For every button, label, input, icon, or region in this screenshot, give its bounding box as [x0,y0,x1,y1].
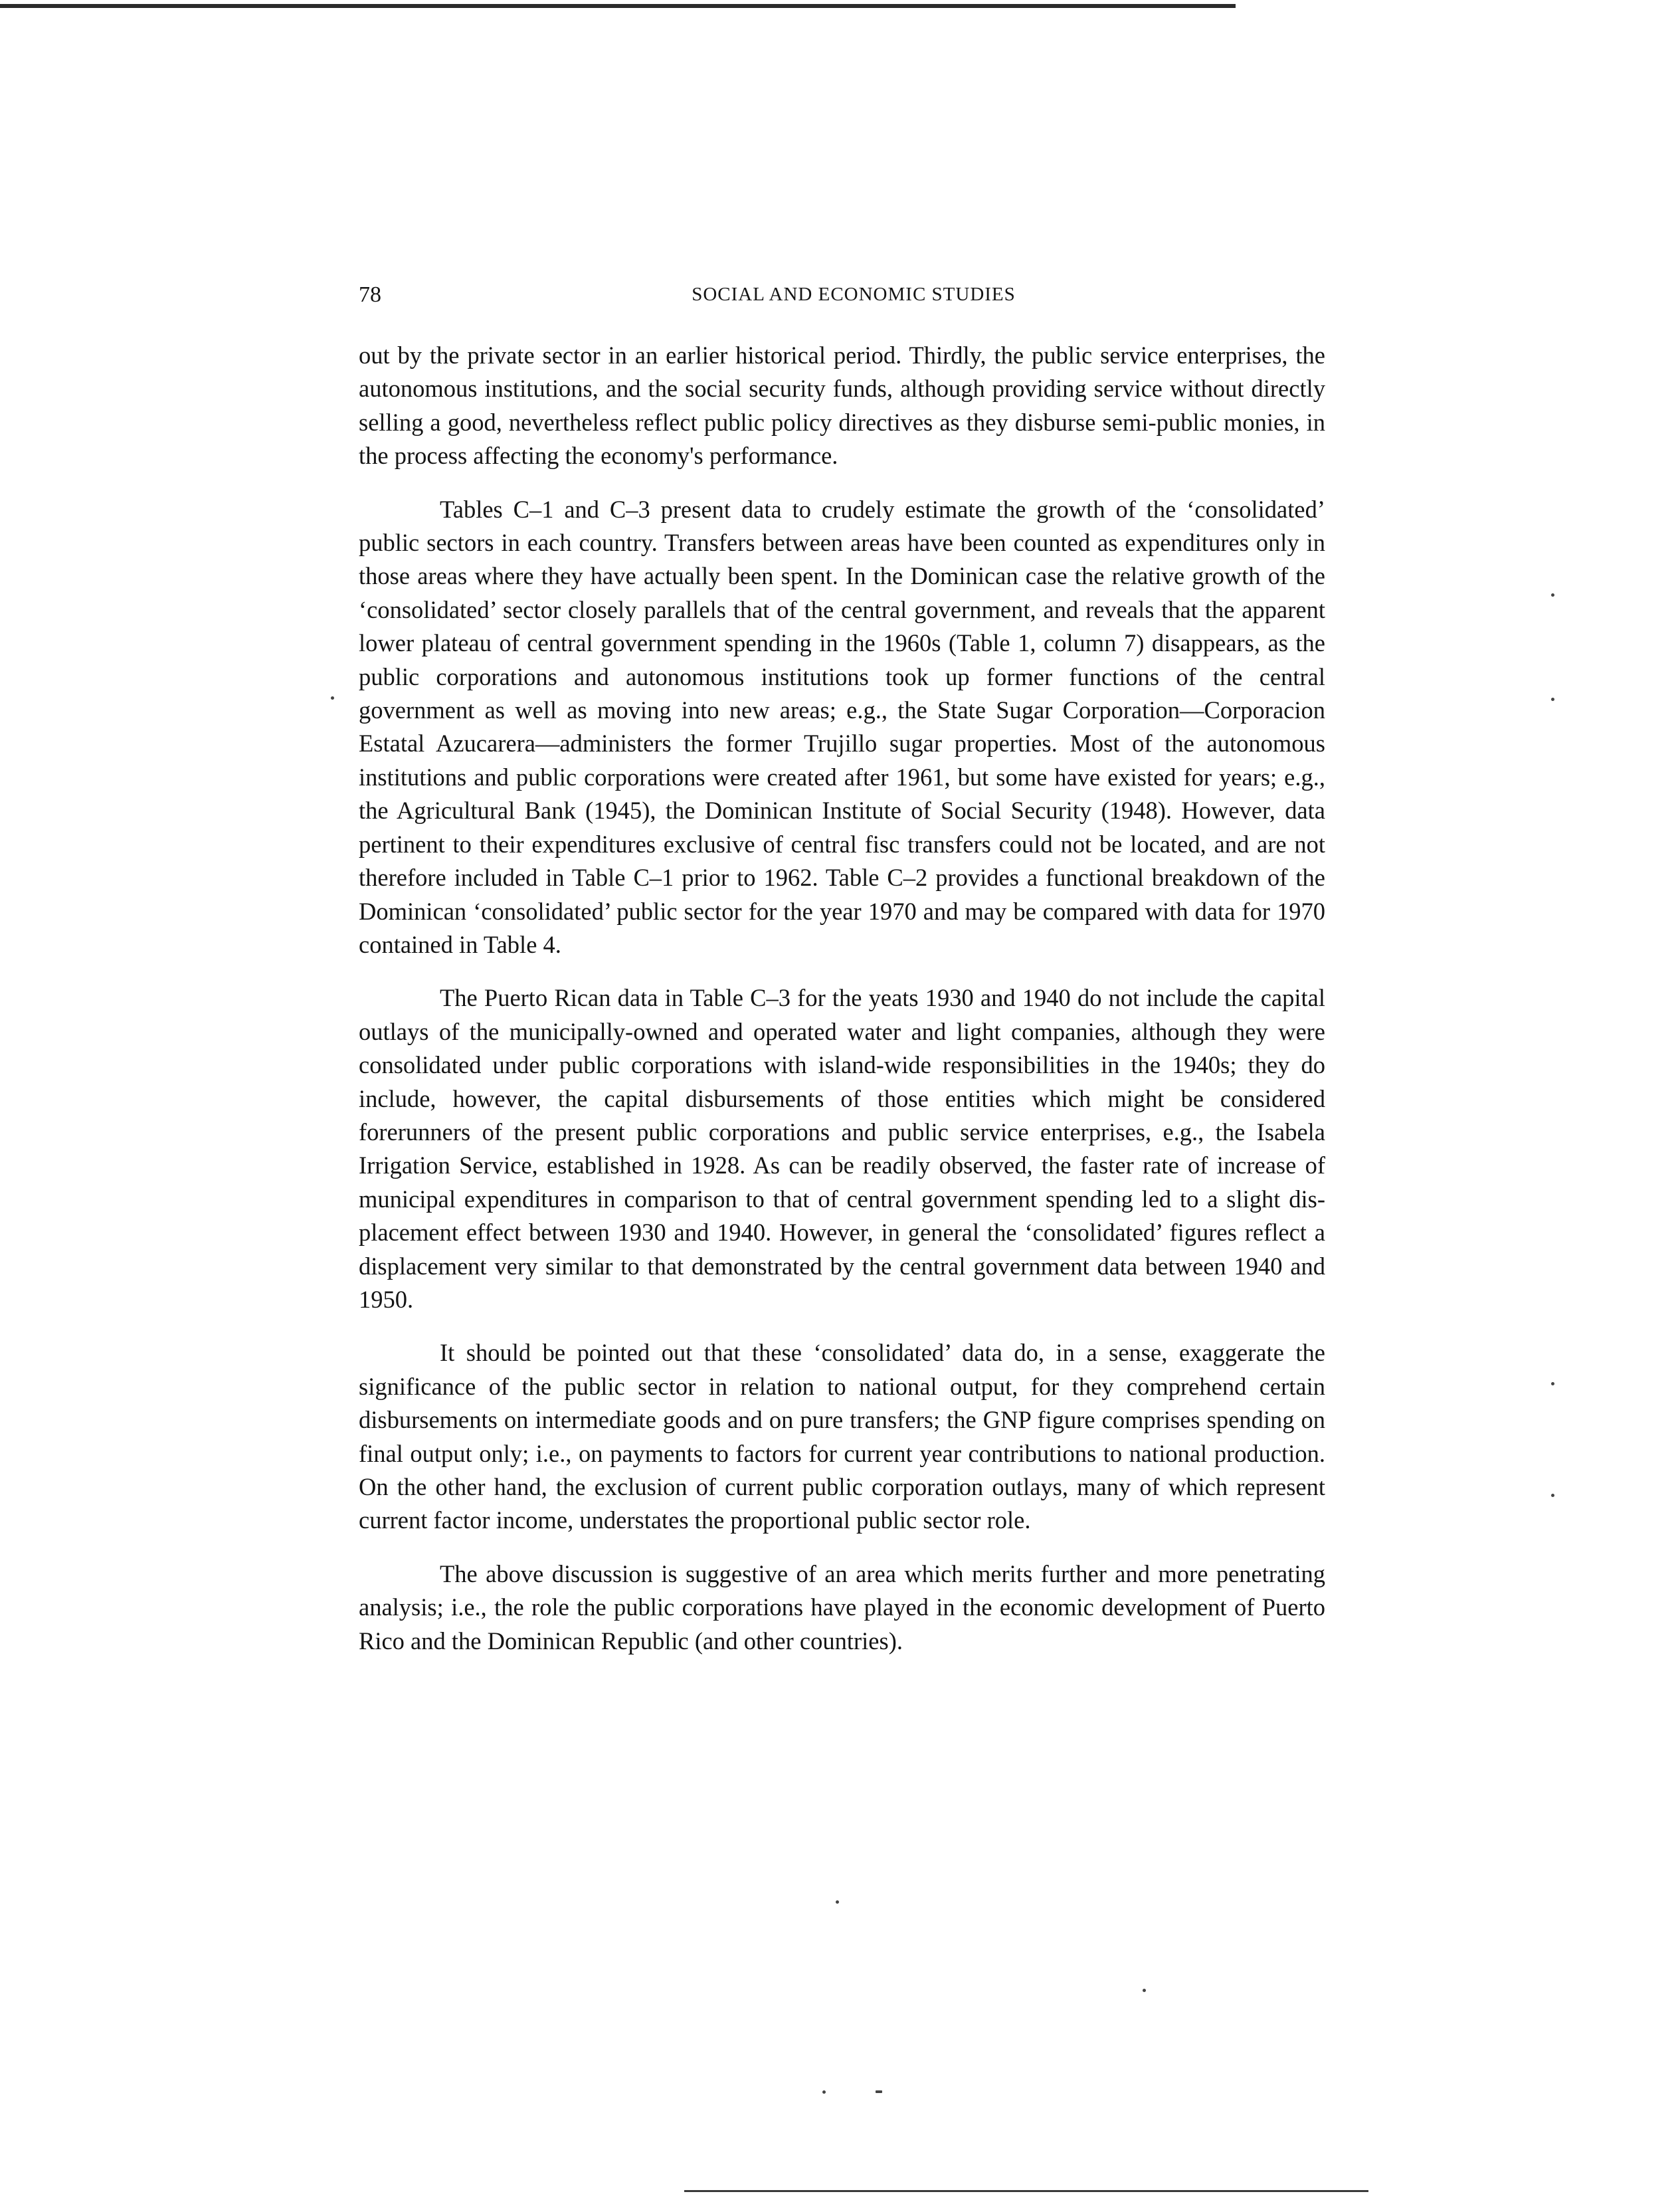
scan-speck [1551,1494,1554,1497]
paragraph-continuation: out by the private sector in an earlier historical period. Thirdly, the public service enterprises, the autonomous institutions, and the social security funds, although providing service without directly selling a good, nevertheless reflect public policy directives as they disburse semi-public monies, in the process affecting the economy's performance. [359,342,1325,470]
scan-speck [822,2090,826,2094]
running-head [359,282,1349,316]
scan-speck [876,2090,882,2093]
scan-top-edge-rule [0,4,1236,8]
paragraph-consolidated-sectors: Tables C–1 and C–3 present data to crudely estimate the growth of the ‘consolidated’ public sectors in each country. Transfers between areas have been counted as expenditures only in those areas where they have actually been spent. In the Dominican case the relative growth of the ‘consolidated’ sector closely parallels that of the central government, and reveals that the apparent lower plateau of central government spending in the 1960s (Table 1, column 7) disappears, as the public corporations and autonomous institutions took up former functions of the central government as well as moving into new areas; e.g., the State Sugar Corporation—Corporacion Estatal Azucarera—administers the former Trujillo sugar properties. Most of the autonomous institutions and public corporations were created after 1961, but some have existed for years; e.g., the Agricultural Bank (1945), the Dominican Institute of Social Security (1948). However, data pertinent to their expenditures exclusive of central fisc transfers could not be located, and are not therefore included in Table C–1 prior to 1962. Table C–2 provides a functional breakdown of the Dominican ‘consolidated’ public sector for the year 1970 and may be compared with data for 1970 contained in Table 4. [359,495,1325,958]
scan-speck [1551,698,1554,701]
paragraph-puerto-rican-data: The Puerto Rican data in Table C–3 for the yeats 1930 and 1940 do not include the capital outlays of the municipally-owned and operated water and light companies, although they were consolidated under public corporations with island-wide responsibilities in the 1940s; they do include, however, the capital disbursements of those entities which might be considered forerunners of the present public corporations and public service enterprises, e.g., the Isabela Irrigation Service, established in 1928. As can be readily observed, the faster rate of increase of municipal expenditures in comparison to that of central government spending led to a slight displacement effect between 1930 and 1940. However, in general the ‘consolidated’ figures reflect a displacement very similar to that demonstrated by the central government data between 1940 and 1950. [359,984,1325,1313]
journal-title: SOCIAL AND ECONOMIC STUDIES [692,284,1016,305]
scan-speck [1551,1382,1554,1385]
scan-speck [836,1900,839,1904]
paragraph-consolidated-caveat: It should be pointed out that these ‘consolidated’ data do, in a sense, exaggerate the significance of the public sector in relation to national output, for they comprehend certain disbursements on intermediate goods and on pure transfers; the GNP figure comprises spending on final output only; i.e., on payments to factors for current year contributions to national production. On the other hand, the exclusion of current public corporation outlays, many of which represent current factor income, understates the proportional public sector role. [359,1339,1325,1534]
scan-speck [331,696,334,700]
paragraph-further-analysis: The above discussion is suggestive of an area which merits further and more penetrating analysis; i.e., the role the public corporations have played in the economic development of Puerto Rico and the Dominican Republic (and other countries). [359,1559,1325,1655]
scan-speck [1551,593,1554,597]
scan-speck [1143,1989,1146,1992]
scan-bottom-edge-rule [684,2190,1368,2192]
page-number: 78 [359,282,381,307]
body-text [359,339,1325,1678]
